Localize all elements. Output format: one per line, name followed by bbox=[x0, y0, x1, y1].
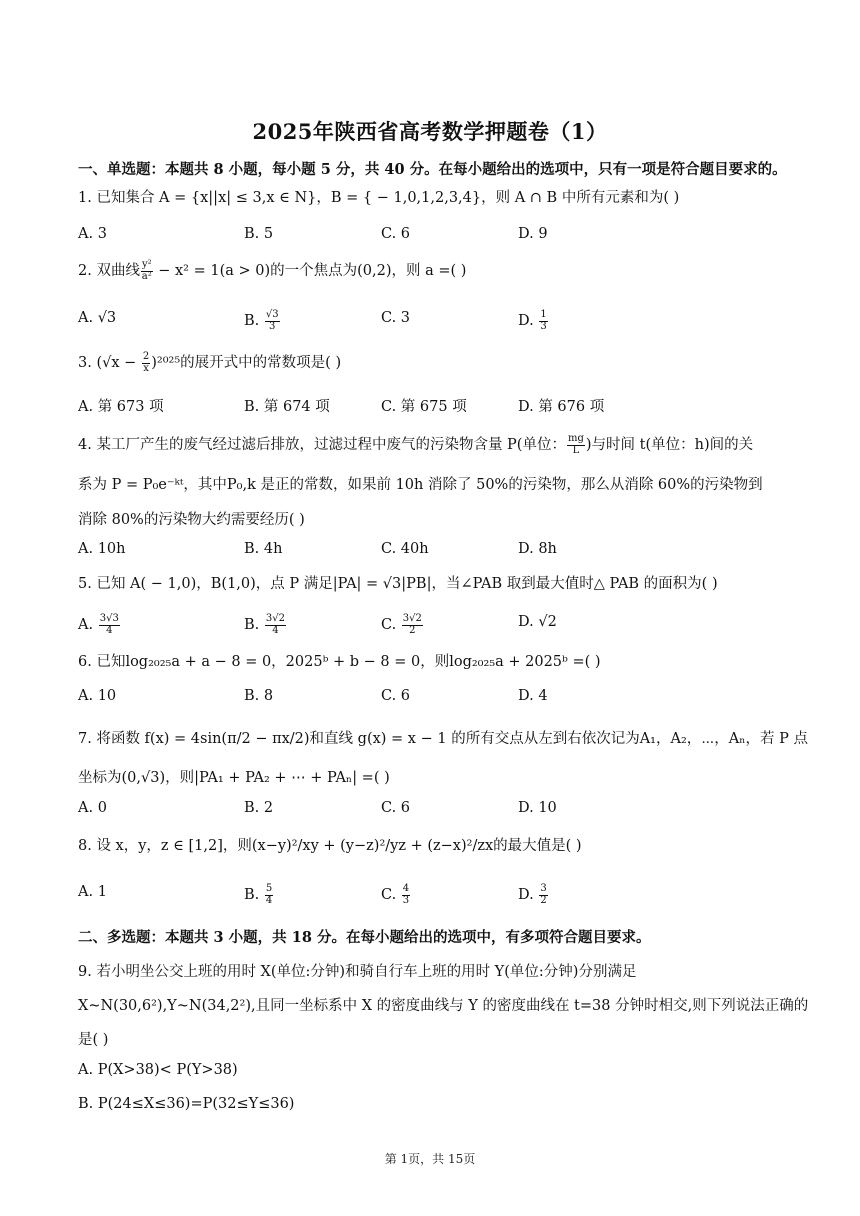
option-b: B. $\frac{3√2}{4}$ bbox=[244, 613, 285, 636]
option-c: C. $\frac{4}{3}$ bbox=[381, 883, 410, 906]
option-c: C. 6 bbox=[381, 688, 411, 704]
section-heading-multi-choice: 二、多选题：本题共 3 小题，共 18 分。在每小题给出的选项中，有多项符合题目要求。 bbox=[78, 929, 651, 946]
question-5-options bbox=[78, 614, 798, 636]
question-2-suffix: − x² = 1(a > 0)的一个焦点为(0,2)，则 a =( ) bbox=[153, 263, 467, 279]
fraction: $\frac{2}{x}$ bbox=[142, 351, 150, 374]
option-b: B. 8 bbox=[244, 688, 274, 704]
option-b: B. 4h bbox=[244, 541, 283, 557]
option-b: B. 5 bbox=[244, 226, 274, 242]
option-a: A. 0 bbox=[78, 800, 107, 816]
option-a: A. √3 bbox=[78, 310, 117, 326]
option-a: A. 第 673 项 bbox=[78, 399, 164, 415]
option-d: D. 第 676 项 bbox=[518, 399, 605, 415]
option-c: C. 第 675 项 bbox=[381, 399, 467, 415]
question-9-line-3: 是( ) bbox=[78, 1032, 109, 1048]
option-a: A. 3 bbox=[78, 226, 107, 242]
option-d: D. $\frac{1}{3}$ bbox=[518, 309, 547, 332]
question-8: 8. 设 x，y，z ∈ [1,2]，则(x−y)²/xy + (y−z)²/yz + (z−x)²/zx的最大值是( ) bbox=[78, 838, 582, 854]
section-heading-single-choice: 一、单选题：本题共 8 小题，每小题 5 分，共 40 分。在每小题给出的选项中，只有一项是符合题目要求的。 bbox=[78, 161, 787, 178]
question-4-options bbox=[78, 541, 798, 563]
option-b: B. $\frac{5}{4}$ bbox=[244, 883, 273, 906]
question-6: 6. 已知log₂₀₂₅a + a − 8 = 0，2025ᵇ + b − 8 = 0，则log₂₀₂₅a + 2025ᵇ =( ) bbox=[78, 654, 601, 670]
question-8-options bbox=[78, 884, 798, 906]
question-1: 1. 已知集合 A = {x||x| ≤ 3,x ∈ N}，B = { − 1,0,1,2,3,4}，则 A ∩ B 中所有元素和为( ) bbox=[78, 190, 680, 206]
option-d: D. 10 bbox=[518, 800, 557, 816]
page-footer: 第 1页，共 15页 bbox=[384, 1152, 476, 1166]
question-7-line-1: 7. 将函数 f(x) = 4sin(π/2 − πx/2)和直线 g(x) = x − 1 的所有交点从左到右依次记为A₁，A₂，⋯，Aₙ，若 P 点 bbox=[78, 731, 809, 747]
option-a: A. $\frac{3√3}{4}$ bbox=[78, 613, 119, 636]
option-b: B. $\frac{√3}{3}$ bbox=[244, 309, 279, 332]
question-4-line-2: 系为 P = P₀e⁻ᵏᵗ，其中P₀,k 是正的常数，如果前 10h 消除了 50%的污染物，那么从消除 60%的污染物到 bbox=[78, 477, 763, 493]
question-2 bbox=[78, 260, 466, 282]
question-9-line-1: 9. 若小明坐公交上班的用时 X(单位:分钟)和骑自行车上班的用时 Y(单位:分钟)分别满足 bbox=[78, 964, 637, 980]
question-5: 5. 已知 A( − 1,0)，B(1,0)，点 P 满足|PA| = √3|PB|，当∠PAB 取到最大值时△ PAB 的面积为( ) bbox=[78, 576, 718, 592]
option-d: D. 4 bbox=[518, 688, 548, 704]
question-6-options bbox=[78, 688, 798, 710]
option-c: C. 3 bbox=[381, 310, 411, 326]
option-c: C. 6 bbox=[381, 226, 411, 242]
option-a: A. 10h bbox=[78, 541, 126, 557]
question-9-option-b: B. P(24≤X≤36)=P(32≤Y≤36) bbox=[78, 1096, 295, 1112]
option-c: C. 40h bbox=[381, 541, 429, 557]
option-d: D. 9 bbox=[518, 226, 548, 242]
question-7-line-2: 坐标为(0,√3)，则|PA₁ + PA₂ + ⋯ + PAₙ| =( ) bbox=[78, 770, 390, 786]
question-4-line-3: 消除 80%的污染物大约需要经历( ) bbox=[78, 512, 305, 528]
question-9-option-a: A. P(X>38)< P(Y>38) bbox=[78, 1062, 238, 1078]
option-d: D. $\frac{3}{2}$ bbox=[518, 883, 547, 906]
option-c: C. 6 bbox=[381, 800, 411, 816]
option-d: D. √2 bbox=[518, 614, 557, 630]
option-d: D. 8h bbox=[518, 541, 557, 557]
question-9-line-2: X~N(30,6²),Y~N(34,2²),且同一坐标系中 X 的密度曲线与 Y 的密度曲线在 t=38 分钟时相交,则下列说法正确的 bbox=[78, 998, 809, 1014]
question-3: 3. (√x − $\frac{2}{x}$ )²⁰²⁵的展开式中的常数项是( ) bbox=[78, 351, 342, 374]
option-a: A. 1 bbox=[78, 884, 107, 900]
fraction: $\frac{\text{y²}}{\text{a²}}$ bbox=[141, 259, 152, 282]
question-1-options bbox=[78, 226, 798, 248]
question-2-prefix: 2. 双曲线 bbox=[78, 263, 140, 279]
option-b: B. 2 bbox=[244, 800, 274, 816]
question-7-options bbox=[78, 800, 798, 822]
page-title: 2025年陕西省高考数学押题卷（1） bbox=[252, 119, 608, 144]
option-b: B. 第 674 项 bbox=[244, 399, 330, 415]
question-4-line-1: 4. 某工厂产生的废气经过滤后排放，过滤过程中废气的污染物含量 P(单位： $\frac{mg}{L}$ )与时间 t(单位：h)间的关 bbox=[78, 433, 754, 456]
question-3-options bbox=[78, 395, 798, 417]
option-a: A. 10 bbox=[78, 688, 117, 704]
option-c: C. $\frac{3√2}{2}$ bbox=[381, 613, 422, 636]
question-2-options bbox=[78, 310, 798, 332]
